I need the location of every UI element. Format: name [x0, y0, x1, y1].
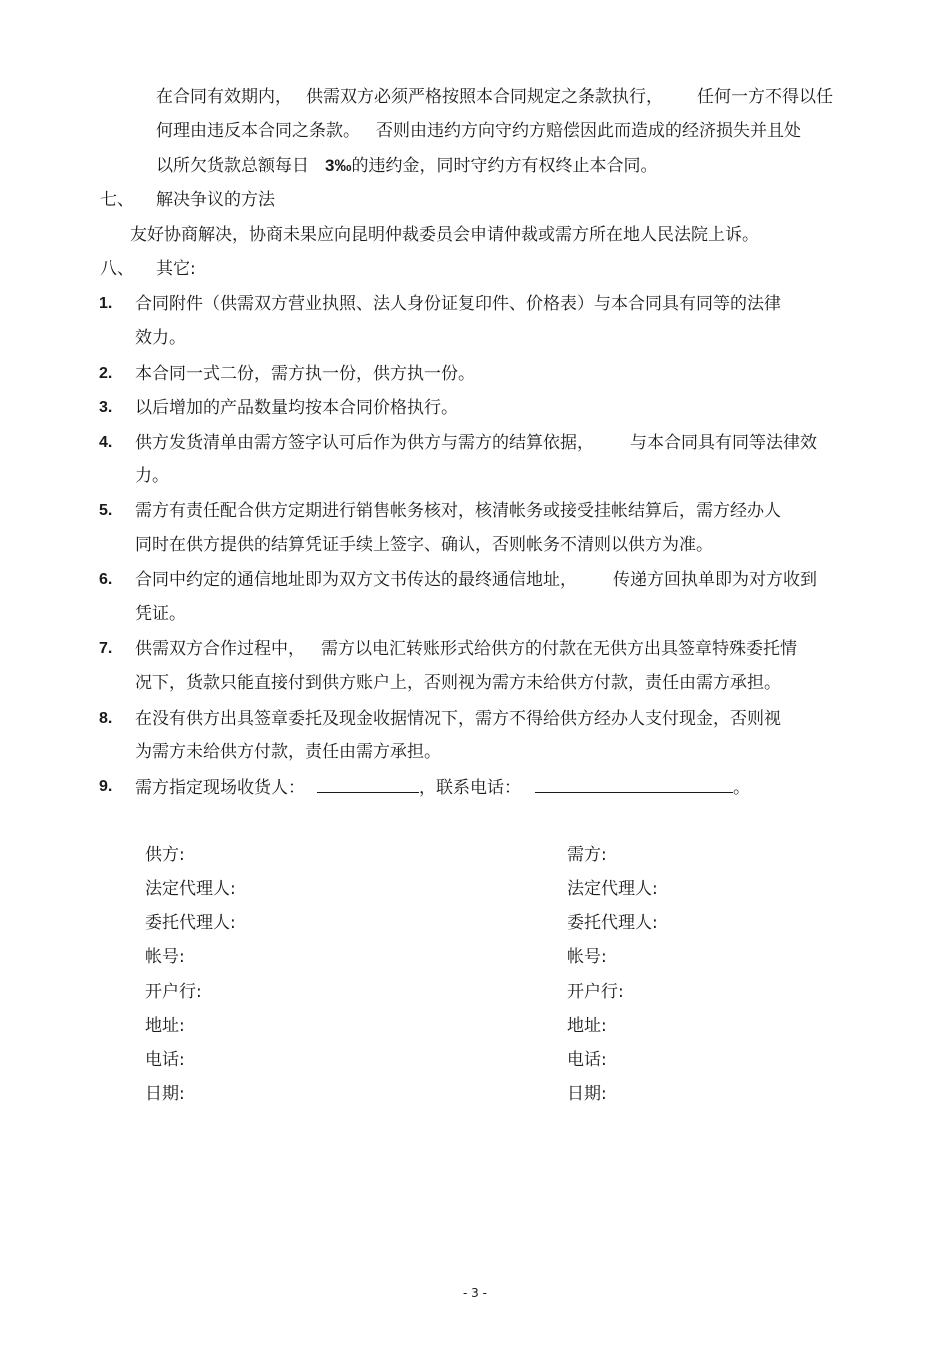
- receiver-label: 需方指定现场收货人：: [135, 778, 305, 798]
- intro-line-3: [156, 155, 657, 177]
- intro-text: 何理由违反本合同之条款。: [156, 121, 360, 141]
- phone-label: 电话:: [145, 1050, 185, 1070]
- account-label: 帐号:: [145, 947, 185, 967]
- item-text: 凭证。: [135, 604, 186, 624]
- date-label: 日期:: [567, 1084, 607, 1104]
- item-text: 力。: [135, 466, 169, 486]
- item-text: [135, 638, 797, 660]
- item-number: 5.: [99, 502, 113, 519]
- supplier-label: 供方:: [145, 845, 185, 865]
- intro-line-2: [156, 120, 801, 142]
- intro-text: 在合同有效期内，: [156, 87, 292, 107]
- item-text-part: 与本合同具有同等法律效: [630, 433, 817, 453]
- penalty-rate: 3‰: [325, 156, 352, 175]
- address-label: 地址:: [567, 1016, 607, 1036]
- section-7-body: 友好协商解决，协商未果应向昆明仲裁委员会申请仲裁或需方所在地人民法院上诉。: [130, 225, 759, 245]
- item-text: 在没有供方出具签章委托及现金收据情况下，需方不得给供方经办人支付现金，否则视: [135, 709, 781, 729]
- intro-text: 供需双方必须严格按照本合同规定之条款执行，: [306, 87, 663, 107]
- phone-label: ，联系电话：: [419, 778, 521, 798]
- section-8-heading: [100, 258, 196, 280]
- agent-label: 委托代理人:: [145, 913, 236, 933]
- phone-field[interactable]: [535, 776, 733, 793]
- item-text-part: 供需双方合作过程中，: [135, 639, 305, 659]
- section-number: 八、: [100, 259, 134, 279]
- intro-text: 否则由违约方向守约方赔偿因此而造成的经济损失并且处: [376, 121, 801, 141]
- phone-label: 电话:: [567, 1050, 607, 1070]
- intro-text: 任何一方不得以任: [697, 87, 833, 107]
- buyer-label: 需方:: [567, 845, 607, 865]
- item-text: 效力。: [135, 328, 186, 348]
- item-text-part: 合同中约定的通信地址即为双方文书传达的最终通信地址，: [135, 570, 577, 590]
- item-number: 8.: [99, 710, 113, 727]
- item-number: 4.: [99, 434, 113, 451]
- item-text: 况下，货款只能直接付到供方账户上，否则视为需方未给供方付款，责任由需方承担。: [135, 673, 781, 693]
- section-number: 七、: [100, 190, 134, 210]
- item-number: 1.: [99, 295, 113, 312]
- intro-text: 的违约金，同时守约方有权终止本合同。: [351, 156, 658, 176]
- item-text: 为需方未给供方付款，责任由需方承担。: [135, 742, 441, 762]
- item-text: [135, 569, 817, 591]
- item-number: 9.: [99, 778, 113, 795]
- item-text: [135, 432, 817, 454]
- item-text-part: 。: [733, 778, 750, 798]
- section-title: 其它:: [156, 259, 196, 279]
- legal-rep-label: 法定代理人:: [567, 879, 658, 899]
- item-text: 合同附件（供需双方营业执照、法人身份证复印件、价格表）与本合同具有同等的法律: [135, 294, 781, 314]
- intro-text: 以所欠货款总额每日: [156, 156, 309, 176]
- account-label: 帐号:: [567, 947, 607, 967]
- intro-line-1: [156, 86, 833, 108]
- bank-label: 开户行:: [145, 982, 202, 1002]
- item-text: 同时在供方提供的结算凭证手续上签字、确认，否则帐务不清则以供方为准。: [135, 535, 713, 555]
- agent-label: 委托代理人:: [567, 913, 658, 933]
- item-number: 7.: [99, 640, 113, 657]
- item-number: 3.: [99, 399, 113, 416]
- receiver-name-field[interactable]: [317, 776, 419, 793]
- item-text-part: 供方发货清单由需方签字认可后作为供方与需方的结算依据，: [135, 433, 594, 453]
- section-7-heading: [100, 189, 275, 211]
- legal-rep-label: 法定代理人:: [145, 879, 236, 899]
- section-title: 解决争议的方法: [156, 190, 275, 210]
- item-text: 本合同一式二份，需方执一份，供方执一份。: [135, 364, 475, 384]
- page-number: - 3 -: [463, 1286, 487, 1300]
- date-label: 日期:: [145, 1084, 185, 1104]
- address-label: 地址:: [145, 1016, 185, 1036]
- bank-label: 开户行:: [567, 982, 624, 1002]
- item-text-part: 需方以电汇转账形式给供方的付款在无供方出具签章特殊委托情: [321, 639, 797, 659]
- item-text: 需方有责任配合供方定期进行销售帐务核对，核清帐务或接受挂帐结算后，需方经办人: [135, 501, 781, 521]
- item-number: 2.: [99, 365, 113, 382]
- item-number: 6.: [99, 571, 113, 588]
- item-text: [135, 776, 750, 799]
- item-text-part: 传递方回执单即为对方收到: [613, 570, 817, 590]
- item-text: 以后增加的产品数量均按本合同价格执行。: [135, 398, 458, 418]
